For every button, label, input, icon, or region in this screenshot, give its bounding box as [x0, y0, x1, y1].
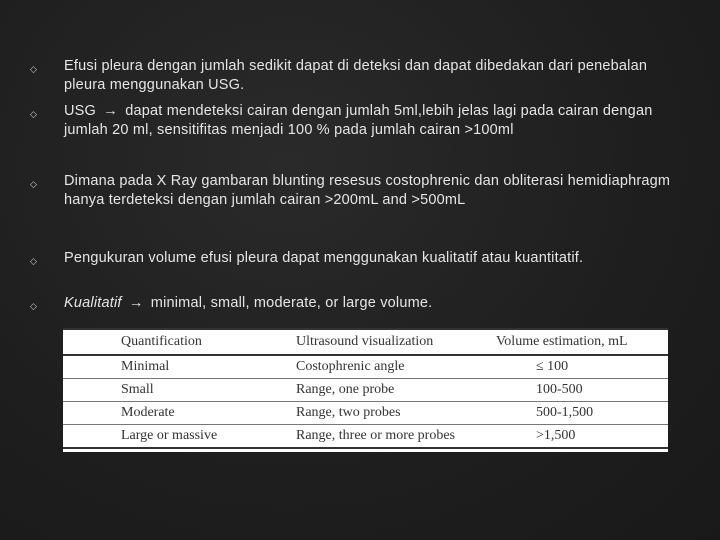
- table-cell: [496, 355, 668, 379]
- table-row: [63, 355, 668, 379]
- table-row: [63, 379, 668, 402]
- diamond-bullet-icon: ◇: [30, 64, 38, 74]
- bullet-text: dapat mendeteksi cairan dengan jumlah 5ml,lebih jelas lagi pada cairan dengan jumlah 20 ml, sensitifitas menjadi 100 % pada jumlah cairan >100ml: [64, 103, 653, 138]
- arrow-right-icon: →: [128, 295, 144, 311]
- bullet-text-group: [64, 102, 680, 140]
- bullet-item: [30, 294, 680, 316]
- table-cell: Range, one probe: [296, 382, 395, 397]
- bullet-item: [30, 57, 680, 95]
- bullet-text: Dimana pada X Ray gambaran blunting resesus costophrenic dan obliterasi hemidiaphragm hanya terdeteksi dengan jumlah cairan >200mL and >500mL: [64, 173, 671, 208]
- bullet-prefix: USG: [64, 103, 97, 119]
- table-cell-value: ≤ 100: [536, 359, 569, 374]
- bullet-prefix: Kualitatif: [64, 295, 122, 311]
- table-cell: [496, 402, 668, 425]
- table-row: [63, 425, 668, 449]
- bullet-text-group: [64, 294, 680, 313]
- table-cell: Minimal: [121, 359, 170, 374]
- bullet-item: [30, 172, 680, 210]
- table-cell-value: 500-1,500: [536, 405, 594, 420]
- table-cell-value: 100-500: [536, 382, 583, 397]
- column-header: Quantification: [121, 334, 202, 349]
- arrow-right-icon: →: [103, 103, 118, 119]
- column-header: Ultrasound visualization: [296, 334, 434, 349]
- quantification-table: [63, 328, 668, 452]
- diamond-bullet-icon: ◇: [30, 256, 38, 266]
- bullet-item: [30, 102, 680, 140]
- table-cell: [496, 379, 668, 402]
- table-header-row: [63, 329, 668, 355]
- table-cell: Range, three or more probes: [296, 428, 455, 443]
- diamond-bullet-icon: ◇: [30, 301, 38, 311]
- column-header: Volume estimation, mL: [496, 334, 628, 349]
- bullet-text: Efusi pleura dengan jumlah sedikit dapat di deteksi dan dapat dibedakan dari penebalan pleura menggunakan USG.: [64, 58, 648, 93]
- table: [63, 328, 668, 449]
- table-cell: Moderate: [121, 405, 175, 420]
- table-cell: Large or massive: [121, 428, 218, 443]
- diamond-bullet-icon: ◇: [30, 109, 38, 119]
- table-cell: [496, 425, 668, 449]
- bullet-item: [30, 249, 680, 271]
- bullet-text: Pengukuran volume efusi pleura dapat menggunakan kualitatif atau kuantitatif.: [64, 250, 584, 266]
- table-cell: Costophrenic angle: [296, 359, 405, 374]
- diamond-bullet-icon: ◇: [30, 179, 38, 189]
- table-row: [63, 402, 668, 425]
- table-cell: Small: [121, 382, 154, 397]
- bullet-text: minimal, small, moderate, or large volume.: [150, 295, 433, 311]
- table-cell: Range, two probes: [296, 405, 401, 420]
- table-cell-value: >1,500: [536, 428, 576, 443]
